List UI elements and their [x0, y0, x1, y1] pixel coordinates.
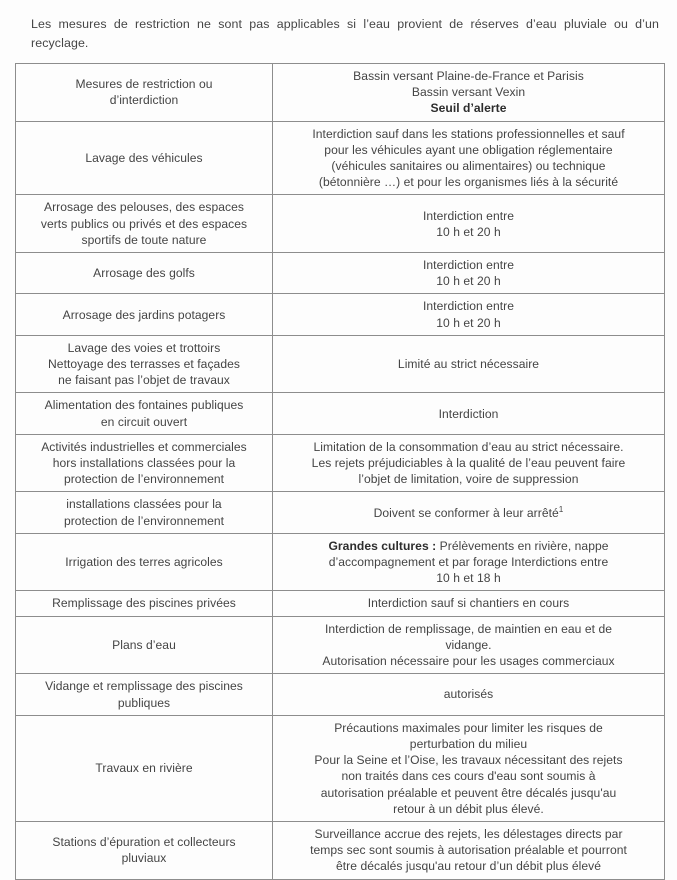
measure-line: protection de l’environnement	[63, 472, 225, 487]
measure-cell	[16, 121, 273, 195]
rule-cell	[273, 253, 665, 294]
rule-line	[280, 505, 657, 521]
rule-line: vidange.	[445, 637, 492, 652]
rule-cell	[273, 715, 665, 821]
rule-line: temps sec sont soumis à autorisation préalable et pourront	[310, 843, 627, 858]
table-row	[16, 715, 665, 821]
header-basin-line2: Bassin versant Vexin	[411, 85, 526, 100]
header-measures-line1: Mesures de restriction ou	[75, 77, 213, 92]
measure-line: pluviaux	[121, 851, 167, 866]
table-row	[16, 533, 665, 591]
measure-line: protection de l’environnement	[63, 513, 225, 528]
rule-cell	[273, 121, 665, 195]
table-row	[16, 335, 665, 393]
rule-line: Limitation de la consommation d’eau au strict nécessaire.	[313, 439, 624, 454]
rule-line: Interdiction sauf si chantiers en cours	[367, 596, 570, 611]
measure-line: en circuit ouvert	[100, 414, 188, 429]
rule-cell	[273, 335, 665, 393]
rule-line: (bétonnière …) et pour les organismes liés à la sécurité	[318, 175, 619, 190]
measure-cell	[16, 533, 273, 591]
table-header-row	[16, 64, 665, 122]
rule-cell	[273, 533, 665, 591]
rule-line: Autorisation nécessaire pour les usages commerciaux	[322, 654, 615, 669]
measure-line: Arrosage des golfs	[93, 266, 195, 281]
rule-line: Interdiction entre	[423, 299, 514, 314]
measure-cell	[16, 335, 273, 393]
measure-line: Vidange et remplissage des piscines	[45, 679, 243, 694]
rule-line: Interdiction entre	[423, 258, 514, 273]
rule-cell	[273, 195, 665, 253]
rule-line: être décalés jusqu'au retour d’un débit plus élevé	[336, 859, 601, 874]
rule-line	[280, 538, 657, 554]
rule-line: non traités dans ces cours d'eau sont soumis à	[341, 769, 596, 784]
table-row	[16, 674, 665, 715]
measure-line: Arrosage des jardins potagers	[62, 307, 226, 322]
rule-cell	[273, 821, 665, 879]
measure-line: Remplissage des piscines privées	[52, 596, 236, 611]
measure-line: Travaux en rivière	[95, 761, 193, 776]
rule-cell	[273, 616, 665, 674]
measure-line: installations classées pour la	[66, 497, 222, 512]
rule-line: perturbation du milieu	[409, 736, 528, 751]
measure-line: Stations d’épuration et collecteurs	[52, 835, 236, 850]
rule-cell	[273, 393, 665, 434]
rule-cell	[273, 294, 665, 335]
rule-line: 10 h et 20 h	[436, 315, 501, 330]
measure-cell	[16, 674, 273, 715]
measure-line: publiques	[117, 695, 171, 710]
rule-line: Précautions maximales pour limiter les risques de	[334, 720, 603, 735]
rule-line: Les rejets préjudiciables à la qualité de l’eau peuvent faire	[311, 456, 626, 471]
rule-line: Interdiction de remplissage, de maintien en eau et de	[324, 621, 613, 636]
rule-line: d’accompagnement et par forage Interdictions entre	[328, 555, 609, 570]
rule-line: autorisés	[443, 687, 494, 702]
measure-cell	[16, 294, 273, 335]
table-row	[16, 195, 665, 253]
intro-paragraph: Les mesures de restriction ne sont pas applicables si l’eau provient de réserves d’eau pluviale ou d’un recyclage.	[31, 17, 659, 51]
header-measures-line2: d’interdiction	[109, 93, 179, 108]
restriction-measures-table	[15, 63, 665, 880]
table-row	[16, 393, 665, 434]
rule-line: 10 h et 20 h	[436, 224, 501, 239]
rule-line: l’objet de limitation, voire de suppression	[358, 472, 579, 487]
measure-cell	[16, 393, 273, 434]
table-row	[16, 121, 665, 195]
measure-line: hors installations classées pour la	[52, 456, 236, 471]
measure-line: Arrosage des pelouses, des espaces	[43, 200, 245, 215]
rule-line: Pour la Seine et l’Oise, les travaux nécessitant des rejets	[314, 753, 623, 768]
table-row	[16, 492, 665, 533]
rule-line: Interdiction sauf dans les stations professionnelles et sauf	[312, 126, 625, 141]
measure-line: Nettoyage des terrasses et façades	[48, 357, 240, 372]
header-cell-measures	[16, 64, 273, 122]
rule-line: autorisation préalable et peuvent être décalés jusqu'au	[320, 785, 617, 800]
measure-line: Irrigation des terres agricoles	[65, 555, 223, 570]
measure-line: ne faisant pas l’objet de travaux	[58, 373, 230, 388]
rule-line-text: Doivent se conformer à leur arrêté	[373, 505, 559, 520]
header-cell-basins	[273, 64, 665, 122]
rule-cell	[273, 434, 665, 492]
table-row	[16, 821, 665, 879]
measure-line: verts publics ou privés et des espaces	[40, 216, 248, 231]
measure-cell	[16, 821, 273, 879]
table-row	[16, 434, 665, 492]
rule-cell	[273, 674, 665, 715]
table-row	[16, 253, 665, 294]
measure-line: sportifs de toute nature	[81, 232, 207, 247]
rule-line: Surveillance accrue des rejets, les délestages directs par	[314, 826, 623, 841]
measure-cell	[16, 195, 273, 253]
rule-line: Interdiction	[438, 406, 499, 421]
table-row	[16, 591, 665, 616]
measure-line: Activités industrielles et commerciales	[41, 439, 247, 454]
table-row	[16, 294, 665, 335]
rule-lead-label: Grandes cultures :	[328, 538, 437, 553]
rule-line: 10 h et 18 h	[436, 571, 501, 586]
table-row	[16, 616, 665, 674]
measure-line: Lavage des véhicules	[85, 150, 203, 165]
rule-cell	[273, 492, 665, 533]
measure-line: Alimentation des fontaines publiques	[44, 398, 244, 413]
rule-line-text: Prélèvements en rivière, nappe	[436, 538, 609, 553]
measure-line: Lavage des voies et trottoirs	[67, 340, 221, 355]
measure-cell	[16, 591, 273, 616]
header-threshold-label: Seuil d’alerte	[430, 101, 507, 116]
table-header	[16, 64, 665, 122]
measure-cell	[16, 434, 273, 492]
rule-cell	[273, 591, 665, 616]
rule-line: Limité au strict nécessaire	[397, 357, 540, 372]
rule-line: retour à un débit plus élevé.	[393, 801, 544, 816]
rule-line: 10 h et 20 h	[436, 274, 501, 289]
measure-cell	[16, 253, 273, 294]
measure-cell	[16, 616, 273, 674]
measure-cell	[16, 492, 273, 533]
footnote-marker: 1	[558, 504, 564, 514]
measure-line: Plans d’eau	[112, 637, 176, 652]
rule-line: pour les véhicules ayant une obligation réglementaire	[324, 142, 613, 157]
header-basin-line1: Bassin versant Plaine-de-France et Parisis	[353, 69, 584, 83]
rule-line: (véhicules sanitaires ou alimentaires) ou technique	[331, 159, 606, 174]
table-body	[16, 121, 665, 879]
rule-line: Interdiction entre	[423, 208, 514, 223]
measure-cell	[16, 715, 273, 821]
